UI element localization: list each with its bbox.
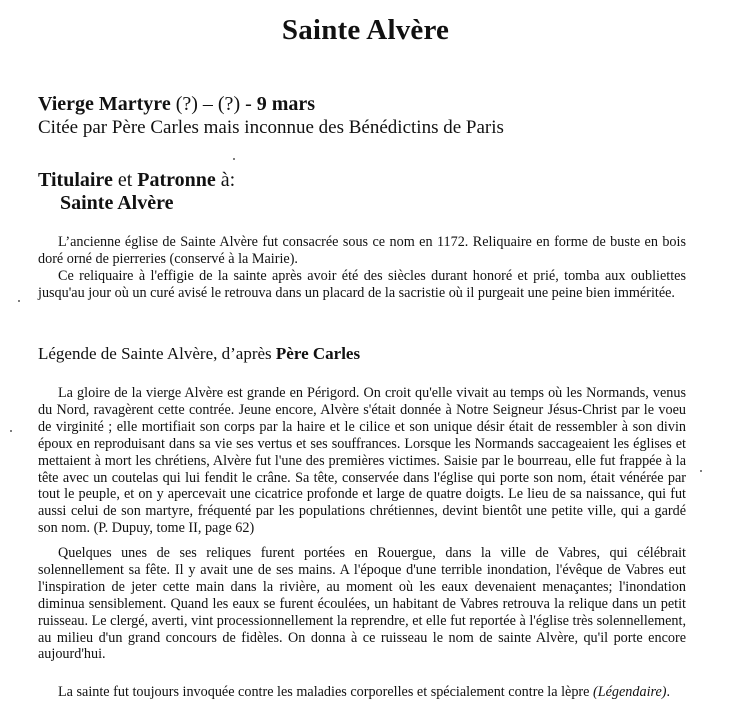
citation-note: Citée par Père Carles mais inconnue des Bénédictins de Paris — [38, 117, 504, 138]
saint-header — [38, 93, 315, 116]
paragraph-invocation — [38, 684, 686, 701]
paragraph-reliquary: Ce reliquaire à l'effigie de la sainte après avoir été des siècles durant honoré et prié, tomba aux oubliettes jusqu'au jour où un curé avisé le retrouva dans un placard de la sacristie où il purgeait une peine bien imméritée. — [38, 268, 686, 301]
saint-dates: (?) – (?) - — [170, 93, 257, 115]
colon-label: à: — [215, 169, 236, 191]
legend-heading — [38, 344, 360, 364]
patronne-label: Patronne — [137, 169, 216, 191]
paragraph-relics: Quelques unes de ses reliques furent portées en Rouergue, dans la ville de Vabres, qui célébrait solennellement sa fête. Il y avait une de ses mains. A l'époque d'une terrible inondation, l'évêque de Vabres eut l'inspiration de jeter cette main dans la rivière, au moment où les eaux devenaient menaçantes; l'inondation diminua sensiblement. Quand les eaux se furent écoulées, un habitant de Vabres retrouva la relique dans un petit ruisseau. Le clergé, averti, vint processionnellement la reprendre, et elle fut reportée à l'église très solennellement, au milieu d'un grand concours de fidèles. On donna à ce ruisseau le nom de sainte Alvère, qu'il porte encore aujourd'hui. — [38, 545, 686, 663]
legend-prefix: Légende de Sainte Alvère, d’après — [38, 344, 276, 363]
saint-rank: Vierge Martyre — [38, 93, 171, 115]
invocation-text: La sainte fut toujours invoquée contre les maladies corporelles et spécialement contre la lèpre — [58, 684, 593, 700]
legend-author: Père Carles — [275, 344, 361, 363]
invocation-end: . — [666, 684, 671, 700]
patron-heading — [38, 169, 235, 192]
scan-speck — [700, 470, 702, 472]
patron-name: Sainte Alvère — [60, 192, 174, 214]
paragraph-church: L’ancienne église de Sainte Alvère fut consacrée sous ce nom en 1172. Reliquaire en forme de buste en bois doré orné de pierreries (conservé à la Mairie). — [38, 234, 686, 267]
et-label: et — [112, 169, 138, 191]
scan-speck — [18, 300, 20, 302]
titulaire-label: Titulaire — [38, 169, 113, 191]
scan-speck — [10, 430, 12, 432]
scan-speck — [233, 158, 235, 160]
feast-day: 9 mars — [256, 93, 316, 115]
paragraph-legend: La gloire de la vierge Alvère est grande en Périgord. On croit qu'elle vivait au temps où les Normands, venus du Nord, ravagèrent cette contrée. Jeune encore, Alvère s'était donnée à Notre Seigneur Jésus-Christ par le voeu de virginité ; elle mortifiait son corps par la haire et le cilice et son unique désir était de ressembler à son divin époux en reproduisant dans sa vie ses vertus et ses souffrances. Lorsque les Normands saccageaient les églises et mettaient à mort les chrétiens, Alvère fut l'une des premières victimes. Saisie par le bourreau, elle fut frappée à la tête avec un coutelas qui lui fendit le crâne. Sa tête, conservée dans l'église qui porte son nom, était vénérée par tout le peuple, et on y apercevait une cicatrice profonde et large de quatre doigts. Le lieu de sa naissance, qui fut aussi celui de son martyre, fréquenté par les populations chrétiennes, devint bientôt une petite ville, qui a gardé son nom. (P. Dupuy, tome II, page 62) — [38, 385, 686, 537]
page-title: Sainte Alvère — [281, 14, 450, 46]
invocation-source: (Légendaire) — [592, 684, 667, 700]
